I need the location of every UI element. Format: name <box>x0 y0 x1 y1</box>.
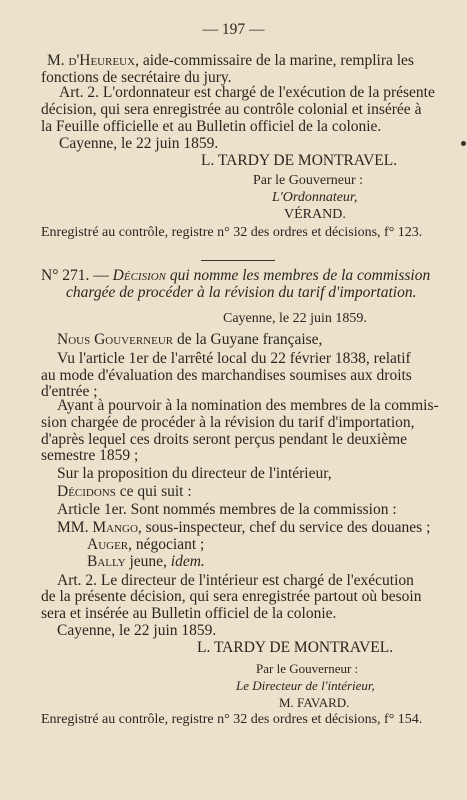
article-1: Article 1er. Sont nommés membres de la commission : <box>57 501 397 518</box>
member-idem: idem. <box>170 553 205 570</box>
nous-line <box>57 331 322 349</box>
signature: L. TARDY DE MONTRAVEL. <box>201 152 398 169</box>
decision-heading-text: qui nomme les membres de la commission <box>166 267 431 284</box>
decision-heading <box>41 267 430 285</box>
decision-place-date: Cayenne, le 22 juin 1859. <box>223 311 367 326</box>
art2-line-2: décision, qui sera enregistrée au contrôle colonial et insérée à <box>41 101 422 118</box>
par-le-gouverneur: Par le Gouverneur : <box>253 173 364 188</box>
place-date-2: Cayenne, le 22 juin 1859. <box>57 622 217 639</box>
ayant-line-4: semestre 1859 ; <box>41 447 139 464</box>
official-role: L'Ordonnateur, <box>272 190 358 205</box>
mm-prefix: MM. <box>57 519 93 536</box>
ayant-line-1: Ayant à pourvoir à la nomination des membres de la commis- <box>57 397 439 414</box>
vu-line-2: au mode d'évaluation des marchandises soumises aux droits <box>41 367 412 384</box>
official-role-2: Le Directeur de l'intérieur, <box>236 678 375 693</box>
decision-number: N° 271. — <box>41 267 113 284</box>
ink-spot <box>461 141 466 146</box>
art2b-line-1: Art. 2. Le directeur de l'intérieur est chargé de l'exécution <box>57 572 414 589</box>
member-role-auger: , négociant ; <box>128 536 205 553</box>
member-mango <box>57 519 430 537</box>
art2-line-1: Art. 2. L'ordonnateur est chargé de l'exécution de la présente <box>59 84 435 101</box>
decidons-line-text: ce qui suit : <box>115 483 192 500</box>
page-number: — 197 — <box>202 21 265 38</box>
member-name-mango: Mango <box>92 519 138 536</box>
decision-heading-2: chargée de procéder à la révision du tarif d'importation. <box>66 284 417 301</box>
art2b-line-3: sera et insérée au Bulletin officiel de la colonie. <box>41 605 337 622</box>
art2b-line-2: de la présente décision, qui sera enregistrée partout où besoin <box>41 588 422 605</box>
official-name: VÉRAND. <box>284 207 346 222</box>
decidons-line <box>57 483 192 501</box>
person-name: M. d'Heureux <box>47 52 136 69</box>
secretary-line-text: , aide-commissaire de la marine, remplira les <box>135 52 414 69</box>
registration-line-2: Enregistré au contrôle, registre n° 32 des ordres et décisions, f° 154. <box>41 712 423 727</box>
ayant-line-2: sion chargée de procéder à la révision du tarif d'importation, <box>41 414 415 431</box>
member-role-bally: jeune, <box>125 553 171 570</box>
member-name-bally: Bally <box>87 553 126 570</box>
nous-gouverneur: Nous Gouverneur <box>57 331 174 348</box>
member-auger <box>87 536 204 554</box>
decision-word: Décision <box>112 267 167 284</box>
section-divider <box>201 260 275 261</box>
sur-line: Sur la proposition du directeur de l'intérieur, <box>57 465 332 482</box>
art2-line-3: la Feuille officielle et au Bulletin officiel de la colonie. <box>41 118 382 135</box>
signature-2: L. TARDY DE MONTRAVEL. <box>197 639 394 656</box>
place-date: Cayenne, le 22 juin 1859. <box>59 135 219 152</box>
secretary-line-2: fonctions de secrétaire du jury. <box>41 69 232 86</box>
member-role-mango: , sous-inspecteur, chef du service des douanes ; <box>137 519 431 536</box>
member-bally <box>87 553 205 571</box>
nous-line-text: de la Guyane française, <box>173 331 323 348</box>
decidons-word: Décidons <box>57 483 116 500</box>
official-name-2: M. FAVARD. <box>279 695 350 710</box>
ayant-line-3: d'après lequel ces droits seront perçus pendant le deuxième <box>41 431 408 448</box>
member-name-auger: Auger <box>87 536 129 553</box>
vu-line-3: d'entrée ; <box>41 383 98 400</box>
par-le-gouverneur-2: Par le Gouverneur : <box>256 661 359 676</box>
registration-line: Enregistré au contrôle, registre n° 32 des ordres et décisions, f° 123. <box>41 225 423 240</box>
secretary-line <box>47 52 414 70</box>
vu-line-1: Vu l'article 1er de l'arrêté local du 22 février 1838, relatif <box>57 350 411 367</box>
